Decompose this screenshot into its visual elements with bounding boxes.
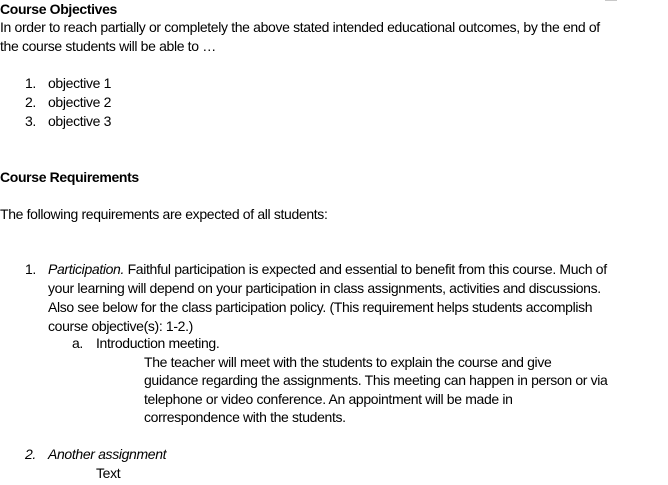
- requirement-2-title: Another assignment: [48, 446, 167, 462]
- objective-1-text: objective 1: [48, 75, 112, 91]
- requirement-1-line-2: your learning will depend on your participation in class assignments, activities and discussions.: [48, 280, 601, 296]
- requirement-2-text: Text: [96, 465, 121, 481]
- objectives-intro-line-1: In order to reach partially or completely the above stated intended educational outcomes, by the end of: [0, 19, 600, 35]
- requirement-1-number: 1.: [25, 261, 36, 277]
- sub-item-a-line-3: telephone or video conference. An appointment will be made in: [144, 391, 513, 407]
- objective-3-number: 3.: [25, 113, 36, 129]
- requirement-1-line-4: course objective(s): 1-2.): [48, 318, 193, 334]
- requirement-1-line-3: Also see below for the class participation policy. (This requirement helps students accomplish: [48, 299, 593, 315]
- page-corner-mark: [605, 0, 617, 1]
- objective-2-text: objective 2: [48, 94, 112, 110]
- requirements-heading: Course Requirements: [0, 169, 139, 185]
- sub-item-a-letter: a.: [72, 335, 83, 351]
- sub-item-a-line-4: correspondence with the students.: [144, 409, 346, 425]
- requirements-intro: The following requirements are expected of all students:: [0, 206, 328, 222]
- objective-3-text: objective 3: [48, 113, 112, 129]
- sub-item-a-title: Introduction meeting.: [96, 335, 220, 351]
- sub-item-a-line-1: The teacher will meet with the students to explain the course and give: [144, 354, 552, 370]
- requirement-2-number: 2.: [25, 446, 36, 462]
- objective-2-number: 2.: [25, 94, 36, 110]
- objectives-heading: Course Objectives: [0, 1, 117, 17]
- requirement-1-title: Participation.: [48, 261, 125, 277]
- sub-item-a-line-2: guidance regarding the assignments. This meeting can happen in person or via: [144, 372, 608, 388]
- requirement-1-line-1-text: Faithful participation is expected and essential to benefit from this course. Much of: [124, 261, 607, 277]
- objectives-intro-line-2: the course students will be able to …: [0, 38, 216, 54]
- objective-1-number: 1.: [25, 75, 36, 91]
- requirement-1-line-1: [48, 260, 607, 278]
